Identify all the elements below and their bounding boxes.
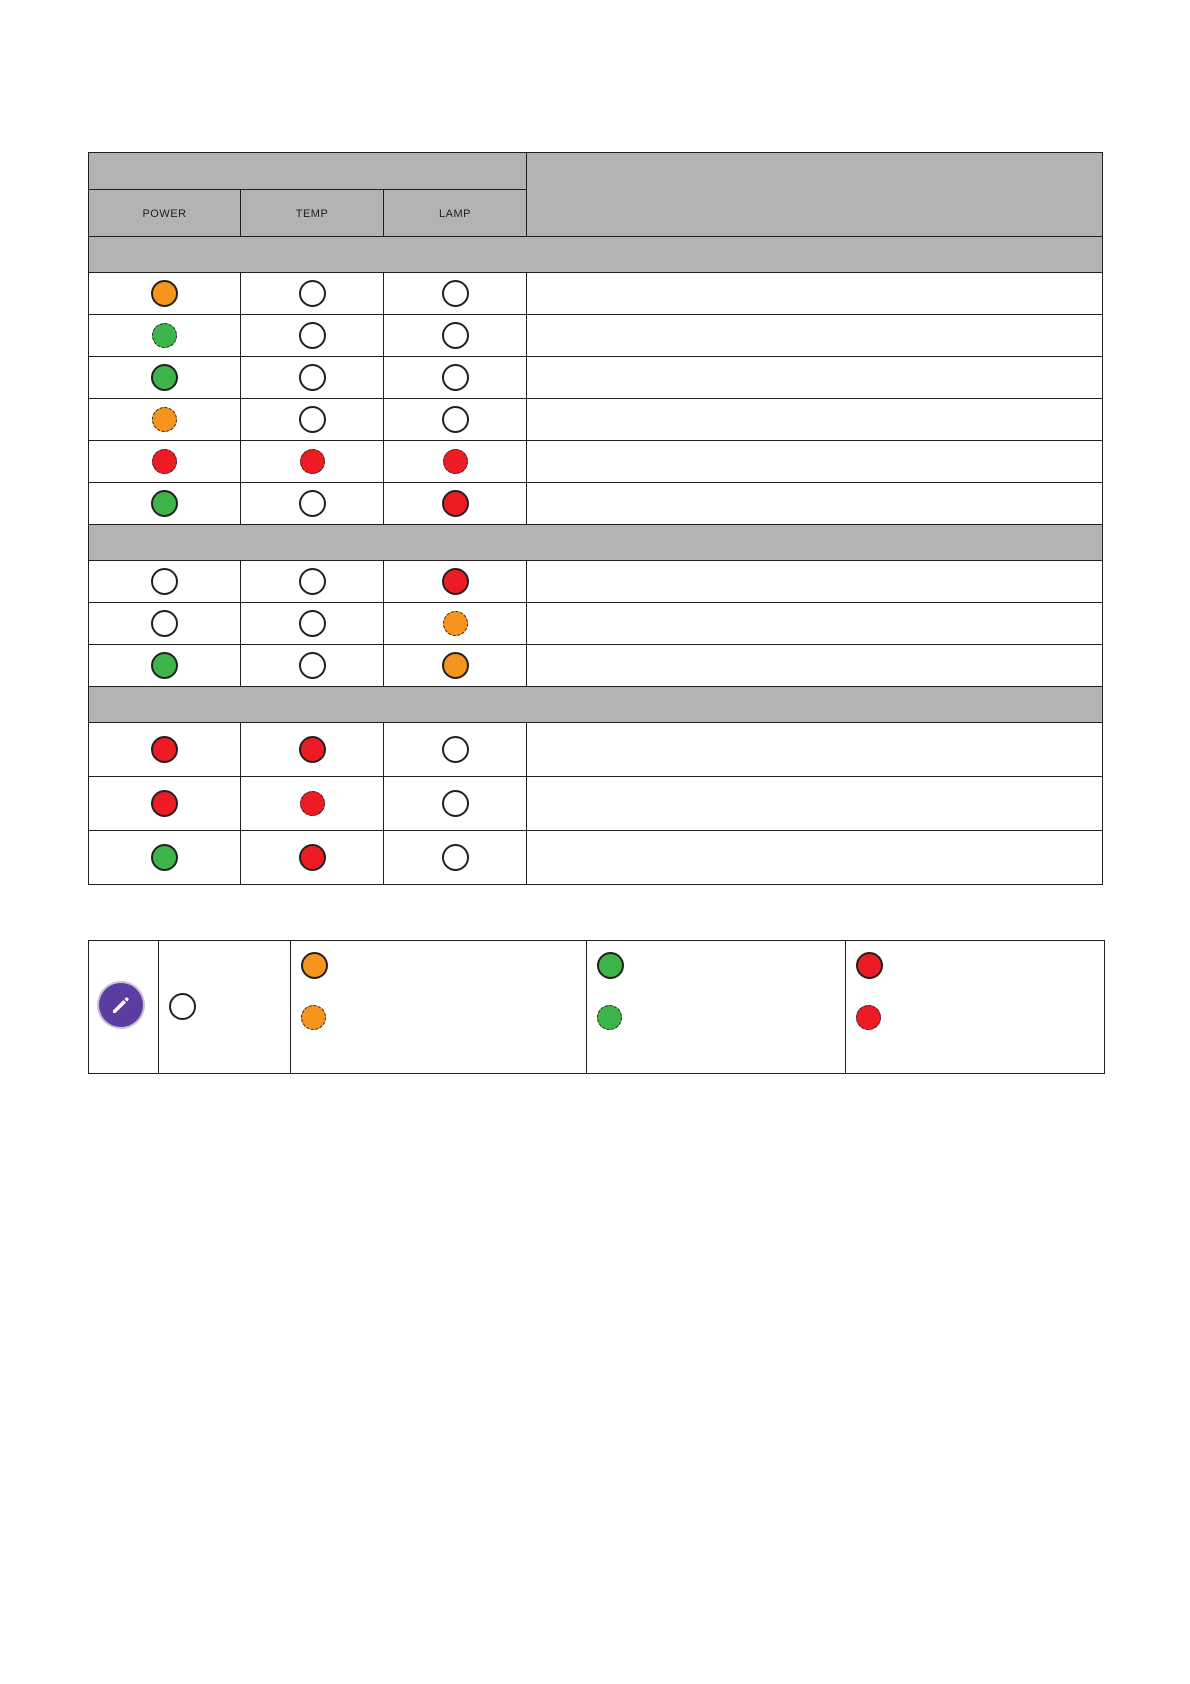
led-off-icon (442, 280, 469, 307)
section-header-2 (89, 525, 1103, 561)
led-red-on-icon (442, 490, 469, 517)
led-off-icon (299, 652, 326, 679)
led-off-icon (299, 568, 326, 595)
led-orange-on-icon (442, 652, 469, 679)
led-off-icon (442, 844, 469, 871)
status-description (527, 561, 1103, 603)
led-green-on-icon (151, 490, 178, 517)
led-red-on-icon (151, 790, 178, 817)
status-description (527, 777, 1103, 831)
table-row (89, 777, 1103, 831)
legend-off-cell (159, 941, 291, 1074)
legend-orange-cell (291, 941, 587, 1074)
table-row (89, 357, 1103, 399)
status-description (527, 645, 1103, 687)
table-row (89, 483, 1103, 525)
legend-red-cell (846, 941, 1105, 1074)
power-column-header (89, 190, 241, 237)
legend-green-cell (587, 941, 846, 1074)
status-description (527, 441, 1103, 483)
table-row (89, 315, 1103, 357)
status-description (527, 273, 1103, 315)
legend-led-red-flashing-icon (856, 1005, 881, 1030)
led-off-icon (299, 322, 326, 349)
legend-led-off-icon (169, 993, 196, 1020)
section-header-1 (89, 237, 1103, 273)
led-orange-on-icon (151, 280, 178, 307)
led-off-icon (442, 364, 469, 391)
table-row (89, 645, 1103, 687)
indicator-table (88, 152, 1103, 885)
status-description (527, 315, 1103, 357)
status-description (527, 483, 1103, 525)
led-off-icon (442, 406, 469, 433)
led-green-flashing-icon (152, 323, 177, 348)
led-red-on-icon (299, 844, 326, 871)
lamp-label: LAMP (439, 208, 471, 220)
section-header-3 (89, 687, 1103, 723)
led-red-on-icon (442, 568, 469, 595)
led-off-icon (299, 490, 326, 517)
led-red-flashing-icon (300, 791, 325, 816)
led-off-icon (299, 280, 326, 307)
led-off-icon (299, 364, 326, 391)
led-orange-flashing-icon (443, 611, 468, 636)
status-description (527, 399, 1103, 441)
status-description-header (527, 153, 1103, 237)
led-off-icon (442, 736, 469, 763)
table-row (89, 603, 1103, 645)
note-icon-cell (89, 941, 159, 1074)
led-legend-note (88, 940, 1105, 1074)
led-off-icon (299, 610, 326, 637)
table-row (89, 831, 1103, 885)
led-green-on-icon (151, 652, 178, 679)
led-off-icon (442, 322, 469, 349)
table-row (89, 273, 1103, 315)
table-row (89, 399, 1103, 441)
led-green-on-icon (151, 364, 178, 391)
table-header-row (89, 153, 1103, 190)
power-label: POWER (142, 208, 187, 220)
led-off-icon (151, 610, 178, 637)
temp-label: TEMP (295, 208, 329, 220)
status-description (527, 357, 1103, 399)
led-red-flashing-icon (152, 449, 177, 474)
led-red-flashing-icon (443, 449, 468, 474)
led-off-icon (442, 790, 469, 817)
led-red-flashing-icon (300, 449, 325, 474)
indicator-group-header (89, 153, 527, 190)
table-row (89, 723, 1103, 777)
legend-led-green-flashing-icon (597, 1005, 622, 1030)
legend-led-green-on-icon (597, 952, 624, 979)
led-red-on-icon (151, 736, 178, 763)
led-green-on-icon (151, 844, 178, 871)
status-description (527, 831, 1103, 885)
temp-column-header (241, 190, 384, 237)
table-row (89, 441, 1103, 483)
pencil-note-icon (99, 983, 143, 1027)
led-orange-flashing-icon (152, 407, 177, 432)
legend-led-red-on-icon (856, 952, 883, 979)
legend-led-orange-on-icon (301, 952, 328, 979)
table-row (89, 561, 1103, 603)
legend-led-orange-flashing-icon (301, 1005, 326, 1030)
status-description (527, 603, 1103, 645)
led-red-on-icon (299, 736, 326, 763)
status-description (527, 723, 1103, 777)
lamp-column-header (384, 190, 527, 237)
led-off-icon (151, 568, 178, 595)
led-off-icon (299, 406, 326, 433)
